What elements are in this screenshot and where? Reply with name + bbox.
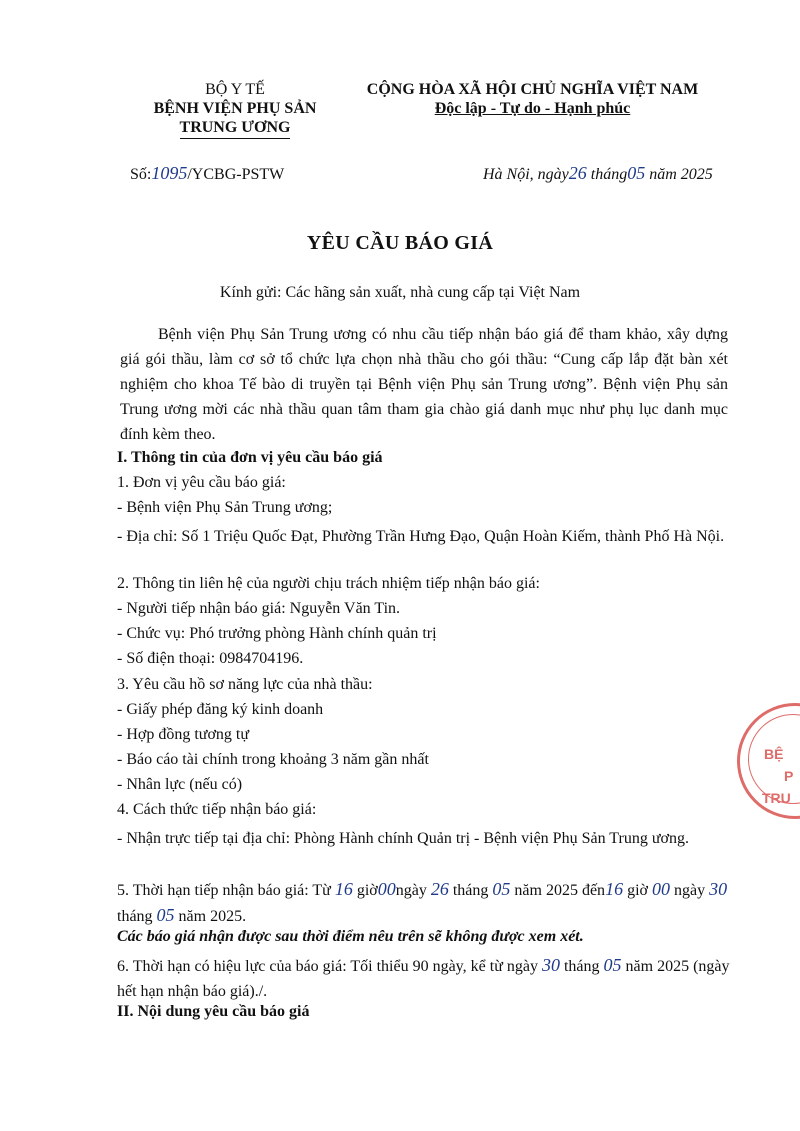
- validity-day: 30: [541, 955, 560, 975]
- section-1-heading: I. Thông tin của đơn vị yêu cầu báo giá: [117, 449, 383, 466]
- deadline-text-to: năm 2025 đến: [514, 882, 606, 899]
- country-name: CỘNG HÒA XÃ HỘI CHỦ NGHĨA VIỆT NAM: [366, 81, 699, 98]
- deadline-text-month: tháng: [452, 882, 489, 899]
- reference-number-handwritten: 1095: [151, 163, 188, 183]
- requirement-personnel: - Nhân lực (nếu có): [117, 776, 243, 793]
- recipient-line: Kính gửi: Các hãng sản xuất, nhà cung cấp tại Việt Nam: [219, 284, 581, 301]
- date-day-handwritten: 26: [568, 163, 587, 183]
- validity-text: 6. Thời hạn có hiệu lực của báo giá: Tối thiểu 90 ngày, kể từ ngày: [117, 958, 538, 975]
- deadline-start-hour: 16: [334, 879, 353, 899]
- validity-text-month: tháng: [563, 958, 600, 975]
- deadline-start-minute: 00: [377, 879, 396, 899]
- item-2-contact: 2. Thông tin liên hệ của người chịu trách nhiệm tiếp nhận báo giá:: [117, 575, 540, 592]
- deadline-end-minute: 00: [651, 879, 670, 899]
- issuing-organization: [130, 80, 340, 139]
- document-title: YÊU CẦU BÁO GIÁ: [306, 232, 494, 254]
- date-prefix: Hà Nội, ngày: [483, 166, 569, 183]
- item-5-deadline: [117, 877, 732, 929]
- unit-address: - Địa chỉ: Số 1 Triệu Quốc Đạt, Phường Trần Hưng Đạo, Quận Hoàn Kiếm, thành Phố Hà Nội.: [117, 528, 725, 545]
- item-1-unit: 1. Đơn vị yêu cầu báo giá:: [117, 474, 286, 491]
- receiver-name: - Người tiếp nhận báo giá: Nguyễn Văn Tin.: [117, 600, 401, 617]
- deadline-text-year: năm 2025.: [178, 908, 247, 925]
- deadline-start-month: 05: [492, 879, 511, 899]
- intro-paragraph: Bệnh viện Phụ Sản Trung ương có nhu cầu tiếp nhận báo giá để tham khảo, xây dựng giá gói thầu, làm cơ sở tổ chức lựa chọn nhà thầu cho gói thầu: “Cung cấp lắp đặt bàn xét nghiệm cho khoa Tế bào di truyền tại Bệnh viện Phụ sản Trung ương”. Bệnh viện Phụ sản Trung ương mời các nhà thầu quan tâm tham gia chào giá danh mục như phụ lục danh mục đính kèm theo.: [120, 326, 728, 443]
- date-month-label: tháng: [590, 166, 628, 183]
- requirement-business-license: - Giấy phép đăng ký kinh doanh: [117, 701, 324, 718]
- stamp-text-1: BỆ: [764, 746, 784, 762]
- deadline-text-month-2: tháng: [117, 908, 153, 925]
- hospital-name-line2: TRUNG ƯƠNG: [180, 118, 291, 139]
- official-stamp: [737, 703, 800, 819]
- validity-text-year: năm: [625, 958, 654, 975]
- validity-text-end: 2025 (ngày hết hạn nhận báo giá)./.: [117, 958, 730, 1000]
- deadline-end-hour: 16: [605, 879, 624, 899]
- issue-date: [483, 163, 713, 184]
- receiver-position: - Chức vụ: Phó trưởng phòng Hành chính quản trị: [117, 625, 437, 642]
- validity-month: 05: [603, 955, 622, 975]
- receiving-method: - Nhận trực tiếp tại địa chỉ: Phòng Hành chính Quản trị - Bệnh viện Phụ Sản Trung ương.: [117, 830, 689, 847]
- national-header: [355, 80, 710, 118]
- deadline-end-month: 05: [156, 905, 175, 925]
- date-year: năm 2025: [649, 166, 713, 183]
- item-4-method: 4. Cách thức tiếp nhận báo giá:: [117, 801, 317, 818]
- ministry-name: BỘ Y TẾ: [205, 81, 265, 98]
- stamp-text-3: TRU: [762, 790, 791, 806]
- item-6-validity: [117, 953, 732, 1004]
- requirement-financial-reports: - Báo cáo tài chính trong khoảng 3 năm gần nhất: [117, 751, 429, 768]
- unit-name: - Bệnh viện Phụ Sản Trung ương;: [117, 499, 333, 516]
- deadline-text-day-2: ngày: [673, 882, 706, 899]
- late-submission-notice: Các báo giá nhận được sau thời điểm nêu trên sẽ không được xem xét.: [117, 928, 584, 945]
- deadline-text-day: ngày: [395, 882, 427, 899]
- national-motto: Độc lập - Tự do - Hạnh phúc: [434, 100, 631, 117]
- receiver-phone: - Số điện thoại: 0984704196.: [117, 650, 304, 667]
- stamp-text-2: P: [784, 768, 794, 784]
- reference-prefix: Số:: [130, 166, 152, 183]
- item-3-requirements: 3. Yêu cầu hồ sơ năng lực của nhà thầu:: [117, 676, 373, 693]
- deadline-text-hour-2: giờ: [627, 882, 648, 899]
- date-month-handwritten: 05: [627, 163, 646, 183]
- deadline-text-hour: giờ: [356, 882, 378, 899]
- deadline-start-day: 26: [430, 879, 449, 899]
- deadline-end-day: 30: [709, 879, 728, 899]
- deadline-text-from: 5. Thời hạn tiếp nhận báo giá: Từ: [117, 882, 331, 899]
- reference-suffix: /YCBG-PSTW: [187, 166, 285, 183]
- reference-number: [130, 163, 284, 184]
- hospital-name-line1: BỆNH VIỆN PHỤ SẢN: [153, 100, 317, 117]
- requirement-similar-contracts: - Hợp đồng tương tự: [117, 726, 250, 743]
- section-2-heading: II. Nội dung yêu cầu báo giá: [117, 1003, 310, 1020]
